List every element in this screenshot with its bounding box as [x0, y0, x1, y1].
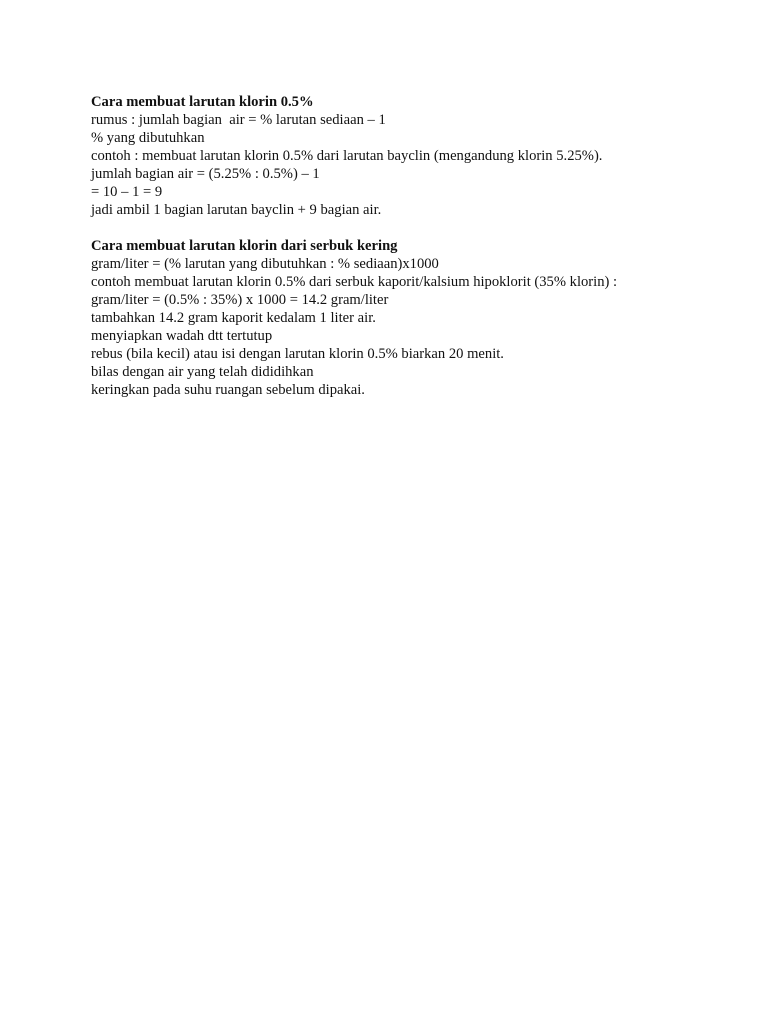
section-heading-powder: Cara membuat larutan klorin dari serbuk kering — [91, 238, 398, 254]
formula-line: rumus : jumlah bagian air = % larutan sediaan – 1 — [91, 112, 386, 128]
paragraph-gap — [91, 219, 731, 237]
instruction-line: rebus (bila kecil) atau isi dengan larutan klorin 0.5% biarkan 20 menit. — [91, 346, 504, 362]
example-line: contoh : membuat larutan klorin 0.5% dari larutan bayclin (mengandung klorin 5.25%). — [91, 148, 603, 164]
calculation-line: jumlah bagian air = (5.25% : 0.5%) – 1 — [91, 166, 320, 182]
instruction-line: menyiapkan wadah dtt tertutup — [91, 328, 273, 344]
calculation-line: gram/liter = (0.5% : 35%) x 1000 = 14.2 gram/liter — [91, 292, 389, 308]
instruction-line: tambahkan 14.2 gram kaporit kedalam 1 liter air. — [91, 310, 376, 326]
document-body — [91, 93, 731, 399]
instruction-line: keringkan pada suhu ruangan sebelum dipakai. — [91, 382, 365, 398]
section-heading-liquid: Cara membuat larutan klorin 0.5% — [91, 94, 314, 110]
formula-line: % yang dibutuhkan — [91, 130, 205, 146]
calculation-line: = 10 – 1 = 9 — [91, 184, 163, 200]
instruction-line: bilas dengan air yang telah dididihkan — [91, 364, 314, 380]
example-line: contoh membuat larutan klorin 0.5% dari serbuk kaporit/kalsium hipoklorit (35% klorin) : — [91, 274, 618, 290]
conclusion-line: jadi ambil 1 bagian larutan bayclin + 9 bagian air. — [91, 202, 382, 218]
formula-line: gram/liter = (% larutan yang dibutuhkan : % sediaan)x1000 — [91, 256, 439, 272]
